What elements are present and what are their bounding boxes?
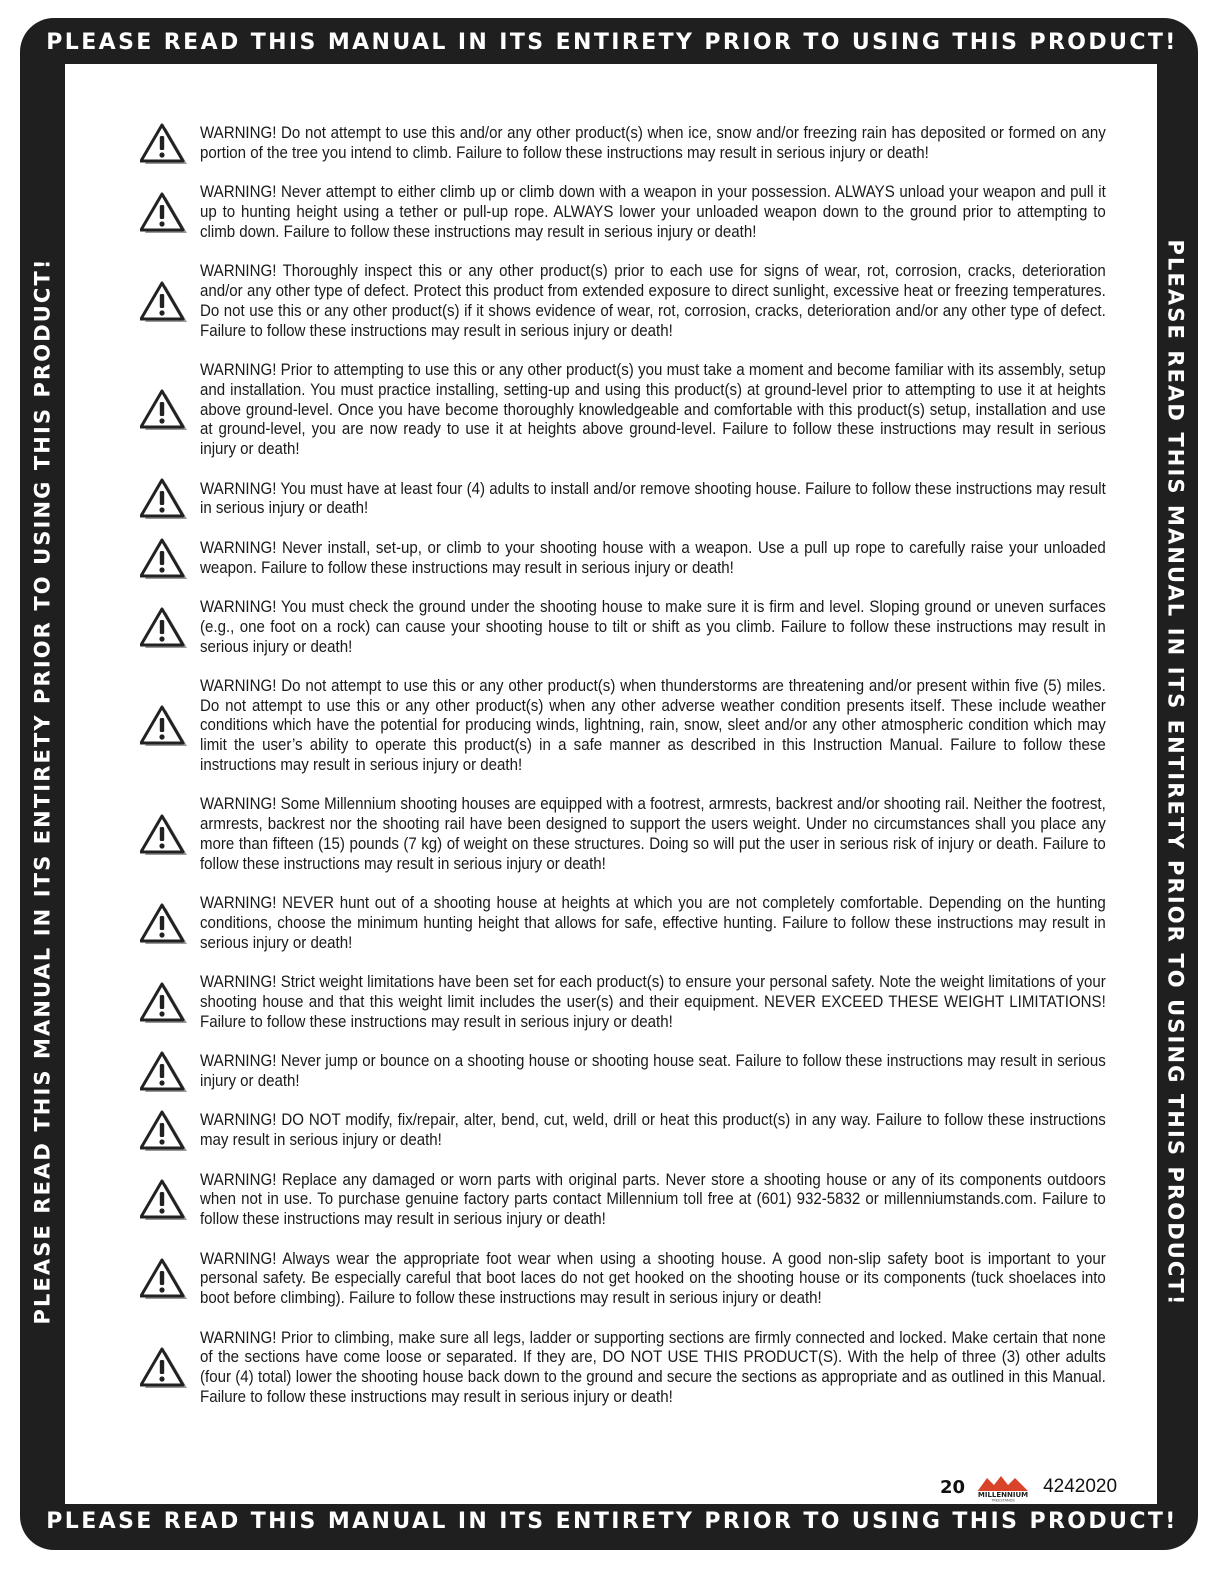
warning-text: WARNING! You must check the ground under the shooting house to make sure it is firm and level. Sloping ground or uneven surfaces (e.g., one foot on a rock) can cause your shooting house to tilt or shift as you climb. Failure to follow these instructions may result in serious injury or death! bbox=[200, 597, 1106, 656]
warning-text: WARNING! Do not attempt to use this or any other product(s) when thunderstorms are threatening and/or present within five (5) miles. Do not attempt to use this or any other product(s) when any other adverse weather condition presents itself. These include weather conditions which have the potential for producing winds, lightning, rain, snow, sleet and/or any other atmospheric condition which may limit the user’s ability to operate this product(s) in a safe manner as described in this Instruction Manual. Failure to follow these instructions may result in serious injury or death! bbox=[200, 676, 1106, 775]
warning-item bbox=[140, 1052, 1106, 1092]
warning-triangle-icon bbox=[140, 192, 188, 234]
warning-text: WARNING! You must have at least four (4) adults to install and/or remove shooting house. Failure to follow these instructions may result in serious injury or death! bbox=[200, 479, 1106, 518]
page-number: 20 bbox=[940, 1476, 966, 1498]
warning-item bbox=[140, 1329, 1106, 1408]
document-code: 4242020 bbox=[1043, 1476, 1118, 1497]
warning-text: WARNING! Always wear the appropriate foot wear when using a shooting house. A good non-slip safety boot is important to your personal safety. Be especially careful that boot laces do not get hooked on the shooting house or its components (tuck shoelaces into boot before climbing). Failure to follow these instructions may result in serious injury or death! bbox=[200, 1249, 1106, 1308]
warning-triangle-icon bbox=[140, 123, 188, 165]
warning-triangle-icon bbox=[140, 982, 188, 1024]
warnings-list bbox=[140, 124, 1106, 1427]
warning-item bbox=[140, 795, 1106, 874]
warning-triangle-icon bbox=[140, 607, 188, 649]
warning-item bbox=[140, 262, 1106, 341]
warning-triangle-icon bbox=[140, 705, 188, 747]
right-banner: PLEASE READ THIS MANUAL IN ITS ENTIRETY PRIOR TO USING THIS PRODUCT! bbox=[1163, 239, 1188, 1307]
warning-item bbox=[140, 973, 1106, 1032]
warning-triangle-icon bbox=[140, 281, 188, 323]
warning-triangle-icon bbox=[140, 903, 188, 945]
warning-text: WARNING! Prior to climbing, make sure all legs, ladder or supporting sections are firmly connected and locked. Make certain that none of the sections have come loose or separated. If they are, DO NOT USE THIS PRODUCT(S). With the help of three (3) other adults (four (4) total) lower the shooting house back down to the ground and secure the sections as appropriate and as outlined in this Manual. Failure to follow these instructions may result in serious injury or death! bbox=[200, 1328, 1106, 1406]
warning-triangle-icon bbox=[140, 814, 188, 856]
warning-triangle-icon bbox=[140, 478, 188, 520]
warning-triangle-icon bbox=[140, 1179, 188, 1221]
svg-text:TREESTANDS: TREESTANDS bbox=[991, 1498, 1015, 1502]
warning-text: WARNING! Thoroughly inspect this or any other product(s) prior to each use for signs of wear, rot, corrosion, cracks, deterioration and/or any other type of defect. Protect this product from extended exposure to direct sunlight, excessive heat or freezing temperatures. Do not use this or any other product(s) if it shows evidence of wear, rot, corrosion, cracks, deterioration and/or any other type of defect. Failure to follow these instructions may result in serious injury or death! bbox=[200, 262, 1106, 340]
warning-text: WARNING! Replace any damaged or worn parts with original parts. Never store a shooting house or any of its components outdoors when not in use. To purchase genuine factory parts contact Millennium toll free at (601) 932-5832 or millenniumstands.com. Failure to follow these instructions may result in serious injury or death! bbox=[200, 1170, 1106, 1229]
warning-item bbox=[140, 361, 1106, 460]
warning-text: WARNING! NEVER hunt out of a shooting house at heights at which you are not completely comfortable. Depending on the hunting conditions, choose the minimum hunting height that allows for safe, effective hunting. Failure to follow these instructions may result in serious injury or death! bbox=[200, 894, 1106, 952]
warning-text: WARNING! Some Millennium shooting houses are equipped with a footrest, armrests, backrest and/or shooting rail. Neither the footrest, armrests, backrest nor the shooting rail have been designed to support the users weight. Under no circumstances shall you place any more than fifteen (15) pounds (7 kg) of weight on these structures. Doing so will put the user in serious risk of injury or death. Failure to follow these instructions may result in serious injury or death! bbox=[200, 795, 1106, 873]
warning-item bbox=[140, 894, 1106, 953]
millennium-logo bbox=[973, 1472, 1033, 1502]
warning-item bbox=[140, 1171, 1106, 1230]
warning-text: WARNING! Do not attempt to use this and/or any other product(s) when ice, snow and/or freezing rain has deposited or formed on any portion of the tree you intend to climb. Failure to follow these instructions may result in serious injury or death! bbox=[200, 124, 1106, 162]
warning-item bbox=[140, 1111, 1106, 1151]
warning-triangle-icon bbox=[140, 1110, 188, 1152]
warning-triangle-icon bbox=[140, 1258, 188, 1300]
warning-triangle-icon bbox=[140, 538, 188, 580]
warning-item bbox=[140, 183, 1106, 242]
left-banner: PLEASE READ THIS MANUAL IN ITS ENTIRETY PRIOR TO USING THIS PRODUCT! bbox=[30, 257, 55, 1325]
warning-triangle-icon bbox=[140, 1347, 188, 1389]
warning-text: WARNING! DO NOT modify, fix/repair, alter, bend, cut, weld, drill or heat this product(s) in any way. Failure to follow these instructions may result in serious injury or death! bbox=[200, 1111, 1106, 1150]
page-footer bbox=[940, 1472, 1117, 1502]
warning-text: WARNING! Never install, set-up, or climb to your shooting house with a weapon. Use a pull up rope to carefully raise your unloaded weapon. Failure to follow these instructions may result in serious injury or death! bbox=[200, 538, 1106, 577]
warning-item bbox=[140, 677, 1106, 776]
warning-text: WARNING! Strict weight limitations have been set for each product(s) to ensure your personal safety. Note the weight limitations of your shooting house and that this weight limit includes the user(s) and their equipment. NEVER EXCEED THESE WEIGHT LIMITATIONS! Failure to follow these instructions may result in serious injury or death! bbox=[200, 973, 1106, 1031]
warning-text: WARNING! Never attempt to either climb up or climb down with a weapon in your possession. ALWAYS unload your weapon and pull it up to hunting height using a tether or pull-up rope. ALWAYS lower your unloaded weapon down to the ground prior to attempting to climb down. Failure to follow these instructions may result in serious injury or death! bbox=[200, 183, 1106, 241]
top-banner: PLEASE READ THIS MANUAL IN ITS ENTIRETY PRIOR TO USING THIS PRODUCT! bbox=[46, 30, 1178, 55]
warning-triangle-icon bbox=[140, 1051, 188, 1093]
bottom-banner: PLEASE READ THIS MANUAL IN ITS ENTIRETY PRIOR TO USING THIS PRODUCT! bbox=[46, 1509, 1178, 1534]
warning-text: WARNING! Prior to attempting to use this or any other product(s) you must take a moment and become familiar with its assembly, setup and installation. You must practice installing, setting-up and using this product(s) at ground-level prior to attempting to use it at heights above ground-level. Once you have become thoroughly knowledgeable and comfortable with this product(s) setup, installation and use at ground-level, you are now ready to use it at heights above ground-level. Failure to follow these instructions may result in serious injury or death! bbox=[200, 360, 1106, 459]
warning-item bbox=[140, 1250, 1106, 1309]
warning-item bbox=[140, 539, 1106, 579]
warning-triangle-icon bbox=[140, 389, 188, 431]
warning-item bbox=[140, 124, 1106, 164]
svg-text:MILLENNIUM: MILLENNIUM bbox=[977, 1491, 1029, 1499]
warning-item bbox=[140, 598, 1106, 657]
warning-item bbox=[140, 480, 1106, 520]
warning-text: WARNING! Never jump or bounce on a shooting house or shooting house seat. Failure to follow these instructions may result in serious injury or death! bbox=[200, 1052, 1106, 1091]
